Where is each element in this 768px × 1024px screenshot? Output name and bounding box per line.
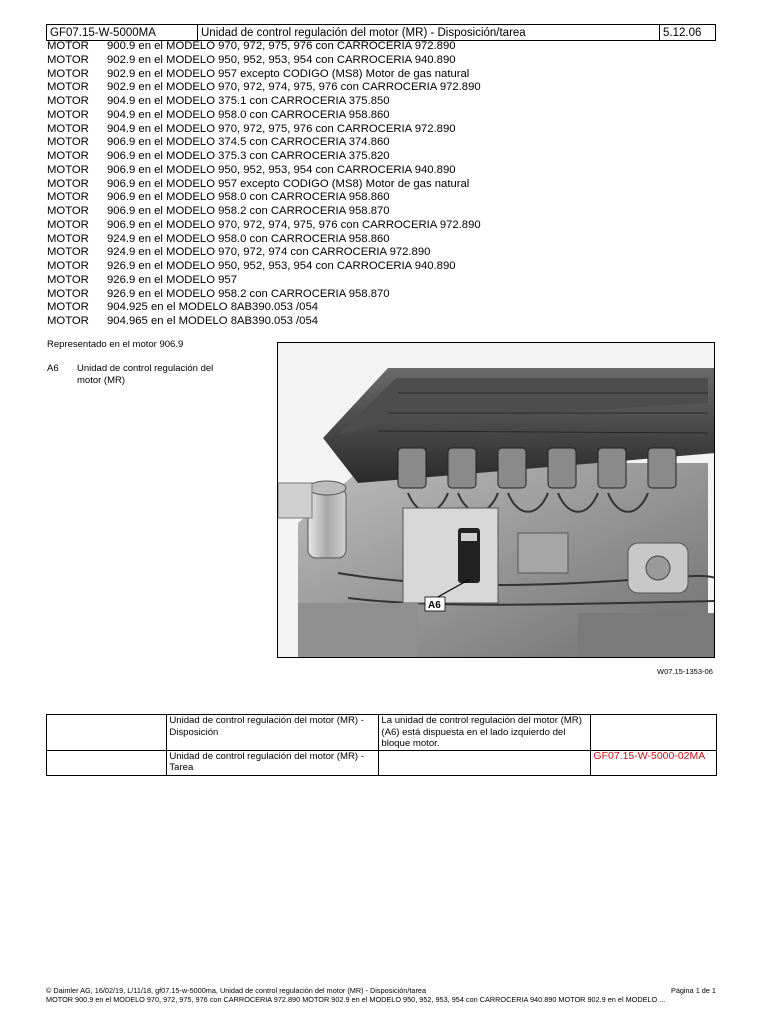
motor-row [47,123,727,137]
motor-applicability: 904.9 en el MODELO 970, 972, 975, 976 con CARROCERIA 972.890 [107,122,456,135]
motor-label: MOTOR [47,136,89,149]
motor-label: MOTOR [47,122,89,135]
motor-label: MOTOR [47,53,89,66]
table-cell [591,715,717,751]
motor-label: MOTOR [47,287,89,300]
motor-applicability: 906.9 en el MODELO 958.2 con CARROCERIA 958.870 [107,205,390,217]
motor-label: MOTOR [47,177,89,190]
motor-label: MOTOR [47,260,89,272]
motor-applicability: 904.9 en el MODELO 958.0 con CARROCERIA 958.860 [107,108,390,121]
motor-label: MOTOR [47,81,89,94]
engine-illustration [277,342,715,658]
table-row [47,715,717,751]
motor-row [47,54,727,68]
motor-row [47,260,727,274]
motor-row [47,150,727,164]
motor-row [47,109,727,123]
motor-label: MOTOR [47,95,89,107]
figure-legend [47,363,237,387]
table-cell [47,715,167,751]
table-cell-disposition-title: Unidad de control regulación del motor (MR) - Disposición [167,715,379,751]
motor-label: MOTOR [47,205,89,217]
table-cell-task-title: Unidad de control regulación del motor (MR) - Tarea [167,750,379,775]
table-cell [47,750,167,775]
motor-label: MOTOR [47,67,89,80]
motor-applicability: 902.9 en el MODELO 950, 952, 953, 954 con CARROCERIA 940.890 [107,53,456,66]
motor-applicability: 900.9 en el MODELO 970, 972, 975, 976 con CARROCERIA 972.890 [107,40,456,52]
motor-label: MOTOR [47,232,89,245]
motor-row [47,301,727,315]
motor-row [47,233,727,247]
motor-applicability: 904.925 en el MODELO 8AB390.053 /054 [107,301,319,314]
motor-row [47,136,727,150]
motor-applicability: 926.9 en el MODELO 957 [107,273,237,286]
motor-applicability: 906.9 en el MODELO 957 excepto CODIGO (MS8) Motor de gas natural [107,177,470,190]
motor-row [47,274,727,288]
motor-label: MOTOR [47,246,89,259]
motor-row [47,315,727,329]
motor-row [47,40,727,54]
motor-label: MOTOR [47,150,89,162]
motor-applicability: 902.9 en el MODELO 957 excepto CODIGO (MS8) Motor de gas natural [107,67,470,80]
motor-applicability: 904.9 en el MODELO 375.1 con CARROCERIA 375.850 [107,95,390,107]
motor-row [47,95,727,109]
represented-note: Representado en el motor 906.9 [47,339,184,350]
legend-code: A6 [47,363,59,374]
motor-applicability: 906.9 en el MODELO 950, 952, 953, 954 con CARROCERIA 940.890 [107,163,456,176]
motor-row [47,81,727,95]
motor-applicability: 926.9 en el MODELO 950, 952, 953, 954 con CARROCERIA 940.890 [107,260,456,272]
legend-description: Unidad de control regulación del motor (MR) [77,363,214,386]
motor-label: MOTOR [47,163,89,176]
table-row [47,750,717,775]
motor-row [47,191,727,205]
footer-copyright: © Daimler AG, 16/02/19, L/11/18, gf07.15-w-5000ma, Unidad de control regulación del motor (MR) - Disposición/tarea [46,986,427,995]
motor-label: MOTOR [47,273,89,286]
page-footer [46,986,716,1004]
motor-applicability: 904.965 en el MODELO 8AB390.053 /054 [107,315,319,327]
motor-row [47,246,727,260]
motor-row [47,219,727,233]
figure-reference: W07.15-1353-06 [657,667,713,676]
doc-title: Unidad de control regulación del motor (MR) - Disposición/tarea [198,25,660,40]
motor-label: MOTOR [47,40,89,52]
motor-label: MOTOR [47,191,89,204]
motor-list [47,40,727,329]
table-cell [379,750,591,775]
table-cell-disposition-text: La unidad de control regulación del motor (MR) (A6) está dispuesta en el lado izquierdo del bloque motor. [379,715,591,751]
doc-code: GF07.15-W-5000MA [47,25,198,40]
motor-applicability: 926.9 en el MODELO 958.2 con CARROCERIA 958.870 [107,287,390,300]
motor-label: MOTOR [47,315,89,327]
motor-label: MOTOR [47,301,89,314]
footer-page-number: Página 1 de 1 [670,986,716,995]
doc-date: 5.12.06 [663,27,702,39]
motor-row [47,178,727,192]
motor-applicability: 902.9 en el MODELO 970, 972, 974, 975, 976 con CARROCERIA 972.890 [107,81,481,94]
motor-row [47,164,727,178]
engine-drawing [278,343,715,658]
motor-applicability: 906.9 en el MODELO 375.3 con CARROCERIA 375.820 [107,150,390,162]
motor-row [47,205,727,219]
task-document-link[interactable]: GF07.15-W-5000-02MA [591,750,717,775]
document-header [46,24,716,41]
motor-row [47,288,727,302]
footer-motor-summary: MOTOR 900.9 en el MODELO 970, 972, 975, 976 con CARROCERIA 972.890 MOTOR 902.9 en el MODELO 950, 952, 953, 954 con CARROCERIA 940.890 MOTOR 902.9 en el MODELO ... [46,995,666,1004]
motor-applicability: 906.9 en el MODELO 374.5 con CARROCERIA 374.860 [107,136,390,149]
motor-row [47,68,727,82]
callout-a6: A6 [428,600,441,611]
motor-applicability: 924.9 en el MODELO 958.0 con CARROCERIA 958.860 [107,232,390,245]
motor-applicability: 906.9 en el MODELO 958.0 con CARROCERIA 958.860 [107,191,390,204]
motor-applicability: 906.9 en el MODELO 970, 972, 974, 975, 976 con CARROCERIA 972.890 [107,218,481,231]
motor-label: MOTOR [47,108,89,121]
info-table [46,714,717,776]
motor-label: MOTOR [47,218,89,231]
motor-applicability: 924.9 en el MODELO 970, 972, 974 con CARROCERIA 972.890 [107,246,431,259]
